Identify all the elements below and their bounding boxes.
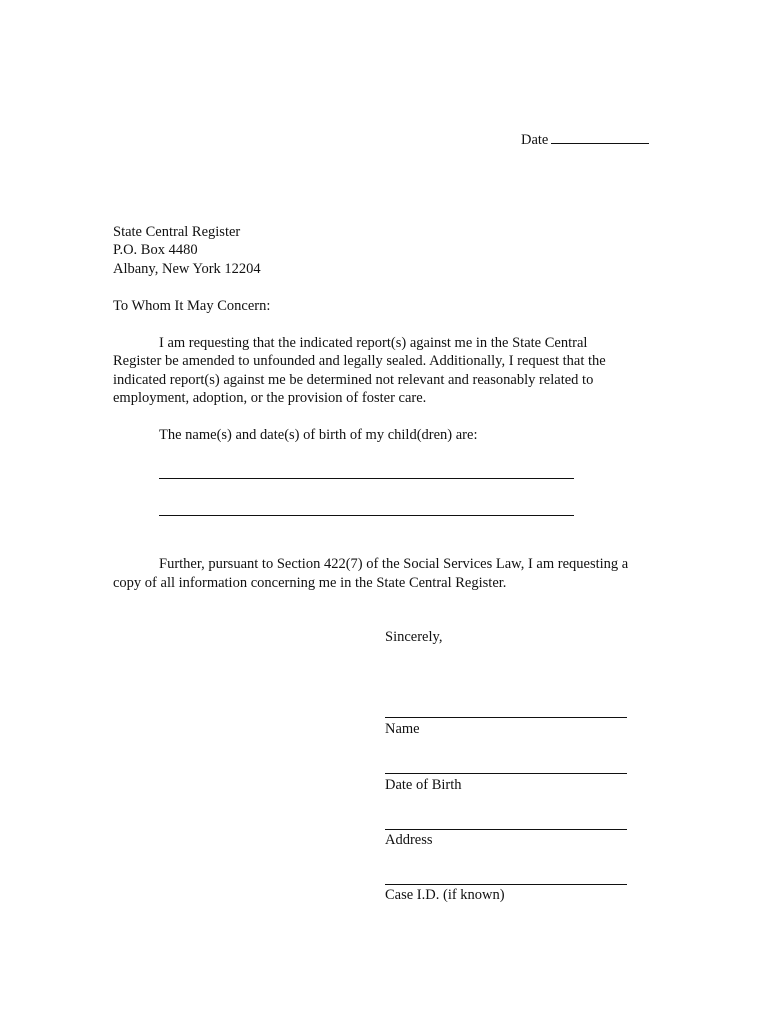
address-label: Address: [385, 832, 433, 848]
children-prompt: The name(s) and date(s) of birth of my child(dren) are:: [159, 427, 478, 443]
request-paragraph-line: Register be amended to unfounded and legally sealed. Additionally, I request that the: [113, 353, 606, 369]
recipient-line-2: P.O. Box 4480: [113, 242, 198, 258]
date-blank-line: [551, 131, 649, 144]
salutation: To Whom It May Concern:: [113, 298, 271, 314]
date-label: Date: [521, 132, 549, 148]
information-paragraph-line: copy of all information concerning me in the State Central Register.: [113, 575, 507, 591]
name-label: Name: [385, 721, 420, 737]
name-blank-line: [385, 717, 627, 718]
address-blank-line: [385, 829, 627, 830]
case-id-label: Case I.D. (if known): [385, 887, 505, 903]
request-paragraph-line: indicated report(s) against me be determined not relevant and reasonably related to: [113, 372, 594, 388]
recipient-line-1: State Central Register: [113, 224, 241, 240]
case-id-blank-line: [385, 884, 627, 885]
child-entry-blank-line: [159, 478, 574, 479]
date-of-birth-blank-line: [385, 773, 627, 774]
request-paragraph-line: I am requesting that the indicated report(s) against me in the State Central: [159, 335, 588, 351]
date-field: [521, 131, 649, 149]
recipient-line-3: Albany, New York 12204: [113, 261, 261, 277]
information-paragraph-line: Further, pursuant to Section 422(7) of the Social Services Law, I am requesting a: [159, 556, 629, 572]
request-paragraph-line: employment, adoption, or the provision of foster care.: [113, 390, 427, 406]
child-entry-blank-line: [159, 515, 574, 516]
date-of-birth-label: Date of Birth: [385, 777, 462, 793]
closing: Sincerely,: [385, 629, 443, 645]
